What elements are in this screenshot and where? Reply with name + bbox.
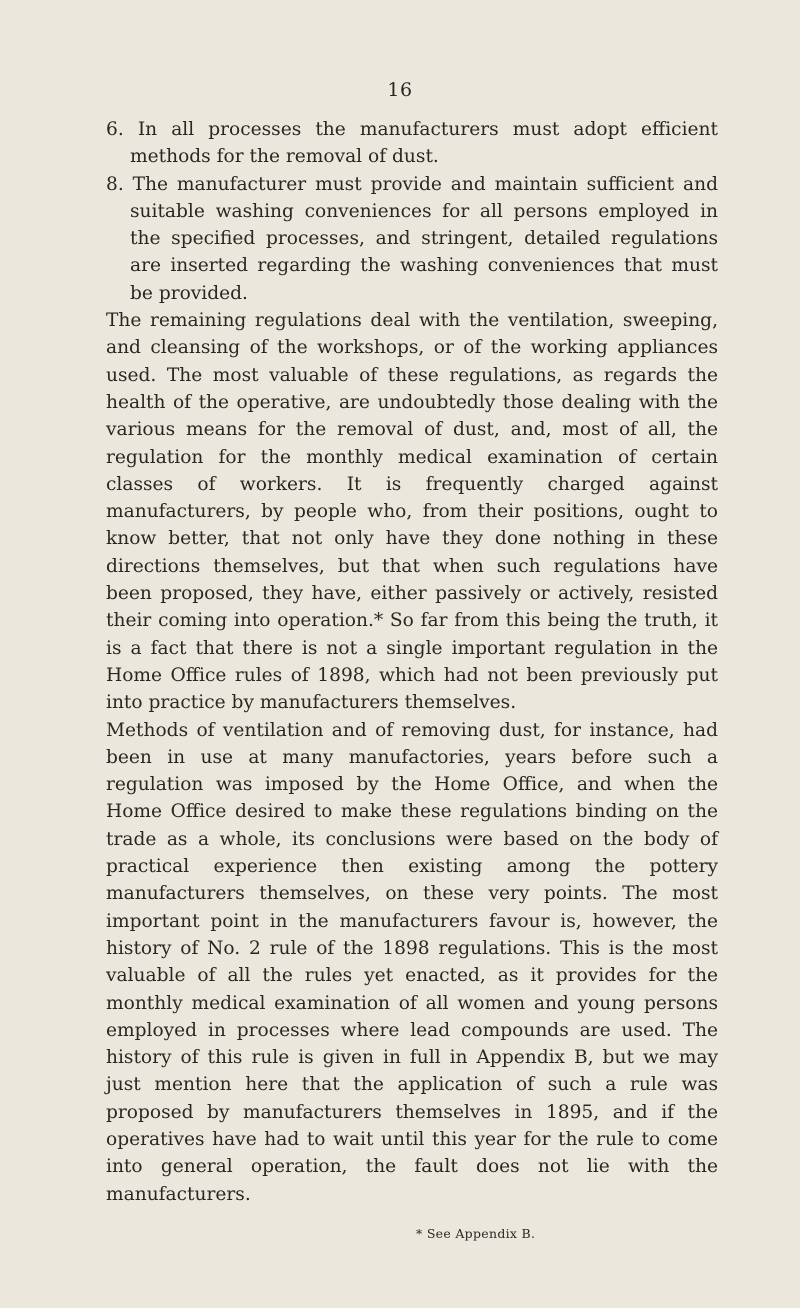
numbered-item-6	[106, 116, 718, 171]
paragraph-regulations: The remaining regulations deal with the ventilation, sweeping, and cleansing of the workshops, or of the working appliances used. The most valuable of these regulations, as regards the health of the operative, are undoubtedly those dealing with the various means for the removal of dust, and, most of all, the regulation for the monthly medical examination of certain classes of workers. It is frequently charged against manufacturers, by people who, from their positions, ought to know better, that not only have they done nothing in these directions themselves, but that when such regulations have been proposed, they have, either passively or actively, resisted their coming into operation.* So far from this being the truth, it is a fact that there is not a single important regulation in the Home Office rules of 1898, which had not been previously put into practice by manufacturers themselves.	[106, 310, 718, 714]
body-text	[106, 116, 718, 1208]
paragraph-ventilation: Methods of ventilation and of removing dust, for instance, had been in use at many manufactories, years before such a regulation was imposed by the Home Office, and when the Home Office desired to make these regulations binding on the trade as a whole, its conclusions were based on the body of practical experience then existing among the pottery manufacturers themselves, on these very points. The most important point in the manufacturers favour is, however, the history of No. 2 rule of the 1898 regulations. This is the most valuable of all the rules yet enacted, as it provides for the monthly medical examination of all women and young persons employed in processes where lead compounds are used. The history of this rule is given in full in Appendix B, but we may just mention here that the application of such a rule was proposed by manufacturers themselves in 1895, and if the operatives have had to wait until this year for the rule to come into general operation, the fault does not lie with the manufacturers.	[106, 719, 718, 1205]
item-text: The manufacturer must provide and maintain sufficient and suitable washing conveniences for all persons employed in the specified processes, and stringent, detailed regulations are inserted regarding the washing conveniences that must be provided.	[130, 173, 718, 304]
numbered-item-8	[106, 171, 718, 307]
item-label: 6.	[106, 119, 124, 140]
item-label: 8.	[106, 173, 124, 195]
page-number: 16	[387, 79, 413, 101]
item-text: In all processes the manufacturers must adopt efficient methods for the removal of dust.	[130, 119, 718, 168]
footnote: * See Appendix B.	[416, 1226, 536, 1241]
